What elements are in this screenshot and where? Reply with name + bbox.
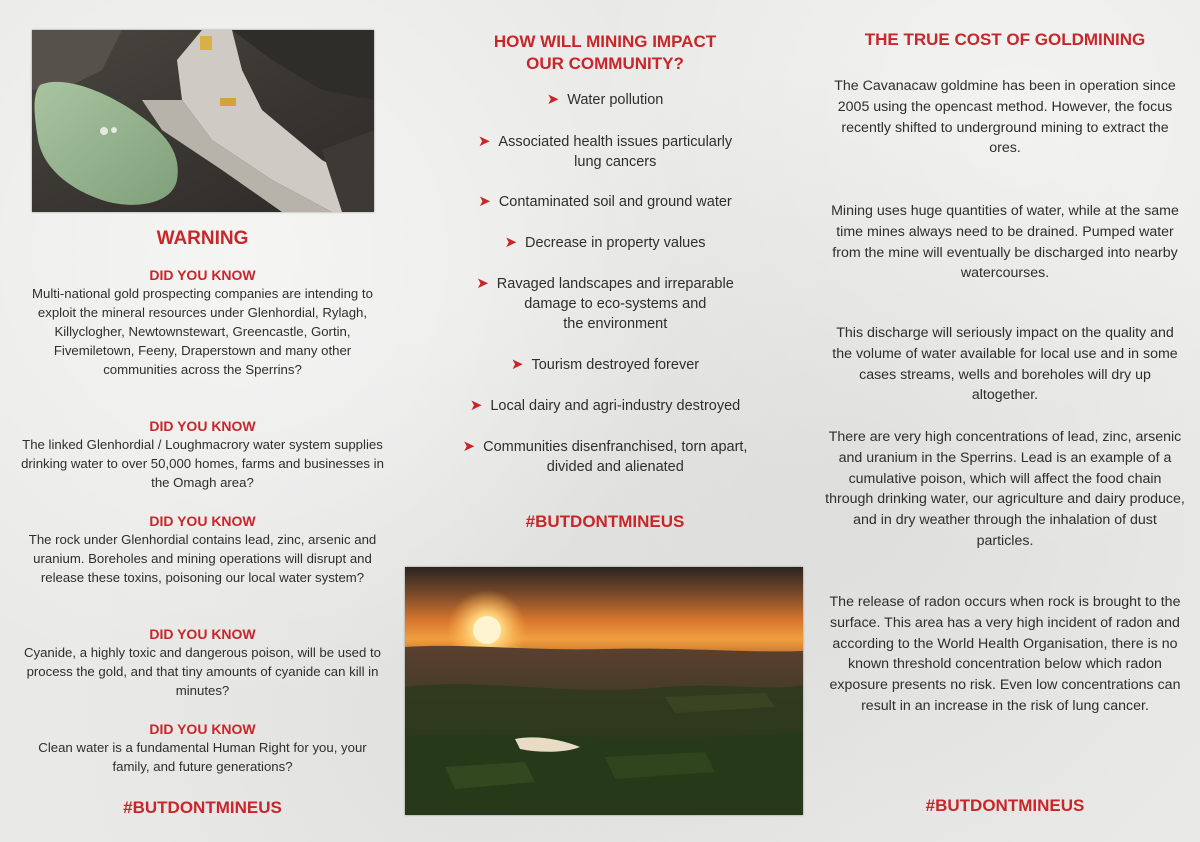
did-you-know-text: Clean water is a fundamental Human Right for you, your family, and future generations? (38, 740, 367, 774)
did-you-know-text: The linked Glenhordial / Loughmacrory water system supplies drinking water to over 50,000 homes, farms and businesses in the Omagh area? (21, 437, 384, 490)
did-you-know-block-4 (20, 626, 385, 700)
arrowhead-bullet-icon: ➤ (546, 91, 560, 108)
did-you-know-text: The rock under Glenhordial contains lead, zinc, arsenic and uranium. Boreholes and mining operations will disrupt and release these toxins, poisoning our local water system? (28, 532, 377, 585)
impact-text: Contaminated soil and ground water (498, 194, 732, 210)
impact-item-health (405, 132, 805, 172)
arrowhead-bullet-icon: ➤ (469, 397, 483, 414)
did-you-know-block-5 (20, 721, 385, 776)
sperrins-sunset-photo (405, 567, 803, 815)
hashtag-left: #BUTDONTMINEUS (123, 798, 282, 817)
did-you-know-text: Cyanide, a highly toxic and dangerous poison, will be used to process the gold, and that tiny amounts of cyanide can kill in minutes? (23, 645, 382, 698)
arrowhead-bullet-icon: ➤ (477, 133, 491, 150)
impact-text: Water pollution (567, 92, 664, 108)
impact-item-communities (405, 437, 805, 477)
impact-text: Decrease in property values (525, 235, 706, 251)
middle-panel (405, 0, 805, 842)
did-you-know-heading: DID YOU KNOW (149, 267, 256, 283)
arrowhead-bullet-icon: ➤ (504, 234, 518, 251)
hashtag-right: #BUTDONTMINEUS (925, 796, 1085, 815)
impact-item-soil (405, 192, 805, 212)
did-you-know-heading: DID YOU KNOW (149, 721, 256, 737)
impact-item-tourism (405, 355, 805, 375)
warning-title: WARNING (156, 228, 249, 249)
did-you-know-heading: DID YOU KNOW (149, 513, 256, 529)
did-you-know-heading: DID YOU KNOW (149, 626, 256, 642)
paragraph-radon: The release of radon occurs when rock is brought to the surface. This area has a very high incident of radon and according to the World Health Organisation, there is no known threshold concentration below which radon exposure presents no risk. Even low concentrations can result in an increase in the risk of lung cancer. (829, 594, 1181, 714)
impact-list (405, 90, 805, 477)
impact-text: Tourism destroyed forever (531, 357, 700, 373)
did-you-know-block-2 (20, 418, 385, 492)
did-you-know-text: Multi-national gold prospecting companies are intending to exploit the mineral resources under Glenhordial, Rylagh, Killyclogher, Newtownstewart, Greencastle, Gortin, Fivemiletown, Feeny, Draperstown and many other communities across the Sperrins? (32, 286, 373, 377)
did-you-know-heading: DID YOU KNOW (149, 418, 256, 434)
impact-text: Ravaged landscapes and irreparable damage to eco-systems and the environment (496, 276, 734, 332)
left-panel (20, 0, 390, 842)
paragraph-cavanacaw: The Cavanacaw goldmine has been in operation since 2005 using the opencast method. However, the focus recently shifted to underground mining to extract the ores. (834, 78, 1176, 157)
paragraph-discharge: This discharge will seriously impact on the quality and the volume of water available for local use and in some cases streams, wells and boreholes will dry up altogether. (832, 325, 1178, 404)
impact-text: Communities disenfranchised, torn apart, divided and alienated (483, 439, 748, 475)
did-you-know-block-1 (20, 267, 385, 379)
impact-title (405, 31, 805, 75)
impact-item-property (405, 233, 805, 253)
impact-title-line-2: OUR COMMUNITY? (526, 54, 684, 73)
impact-text: Associated health issues particularly lung cancers (498, 134, 733, 170)
impact-text: Local dairy and agri-industry destroyed (490, 398, 741, 414)
right-panel (825, 0, 1185, 842)
true-cost-title: THE TRUE COST OF GOLDMINING (864, 30, 1146, 49)
arrowhead-bullet-icon: ➤ (510, 356, 524, 373)
arrowhead-bullet-icon: ➤ (476, 275, 489, 292)
mine-site-aerial-photo (32, 30, 374, 212)
paragraph-heavy-metals: There are very high concentrations of lead, zinc, arsenic and uranium in the Sperrins. Lead is an example of a cumulative poison, which will affect the food chain through drinking water, our agriculture and dairy produce, and in dry weather through the inhalation of dust particles. (825, 429, 1185, 549)
impact-item-landscapes (405, 274, 805, 334)
did-you-know-block-3 (20, 513, 385, 587)
impact-item-water-pollution (405, 90, 805, 110)
arrowhead-bullet-icon: ➤ (478, 193, 491, 210)
impact-title-line-1: HOW WILL MINING IMPACT (493, 32, 717, 51)
hashtag-middle: #BUTDONTMINEUS (525, 512, 685, 531)
impact-item-dairy (405, 396, 805, 416)
paragraph-water-usage: Mining uses huge quantities of water, while at the same time mines always need to be drained. Pumped water from the mine will eventually be discharged into nearby watercourses. (831, 203, 1179, 282)
arrowhead-bullet-icon: ➤ (462, 438, 476, 455)
